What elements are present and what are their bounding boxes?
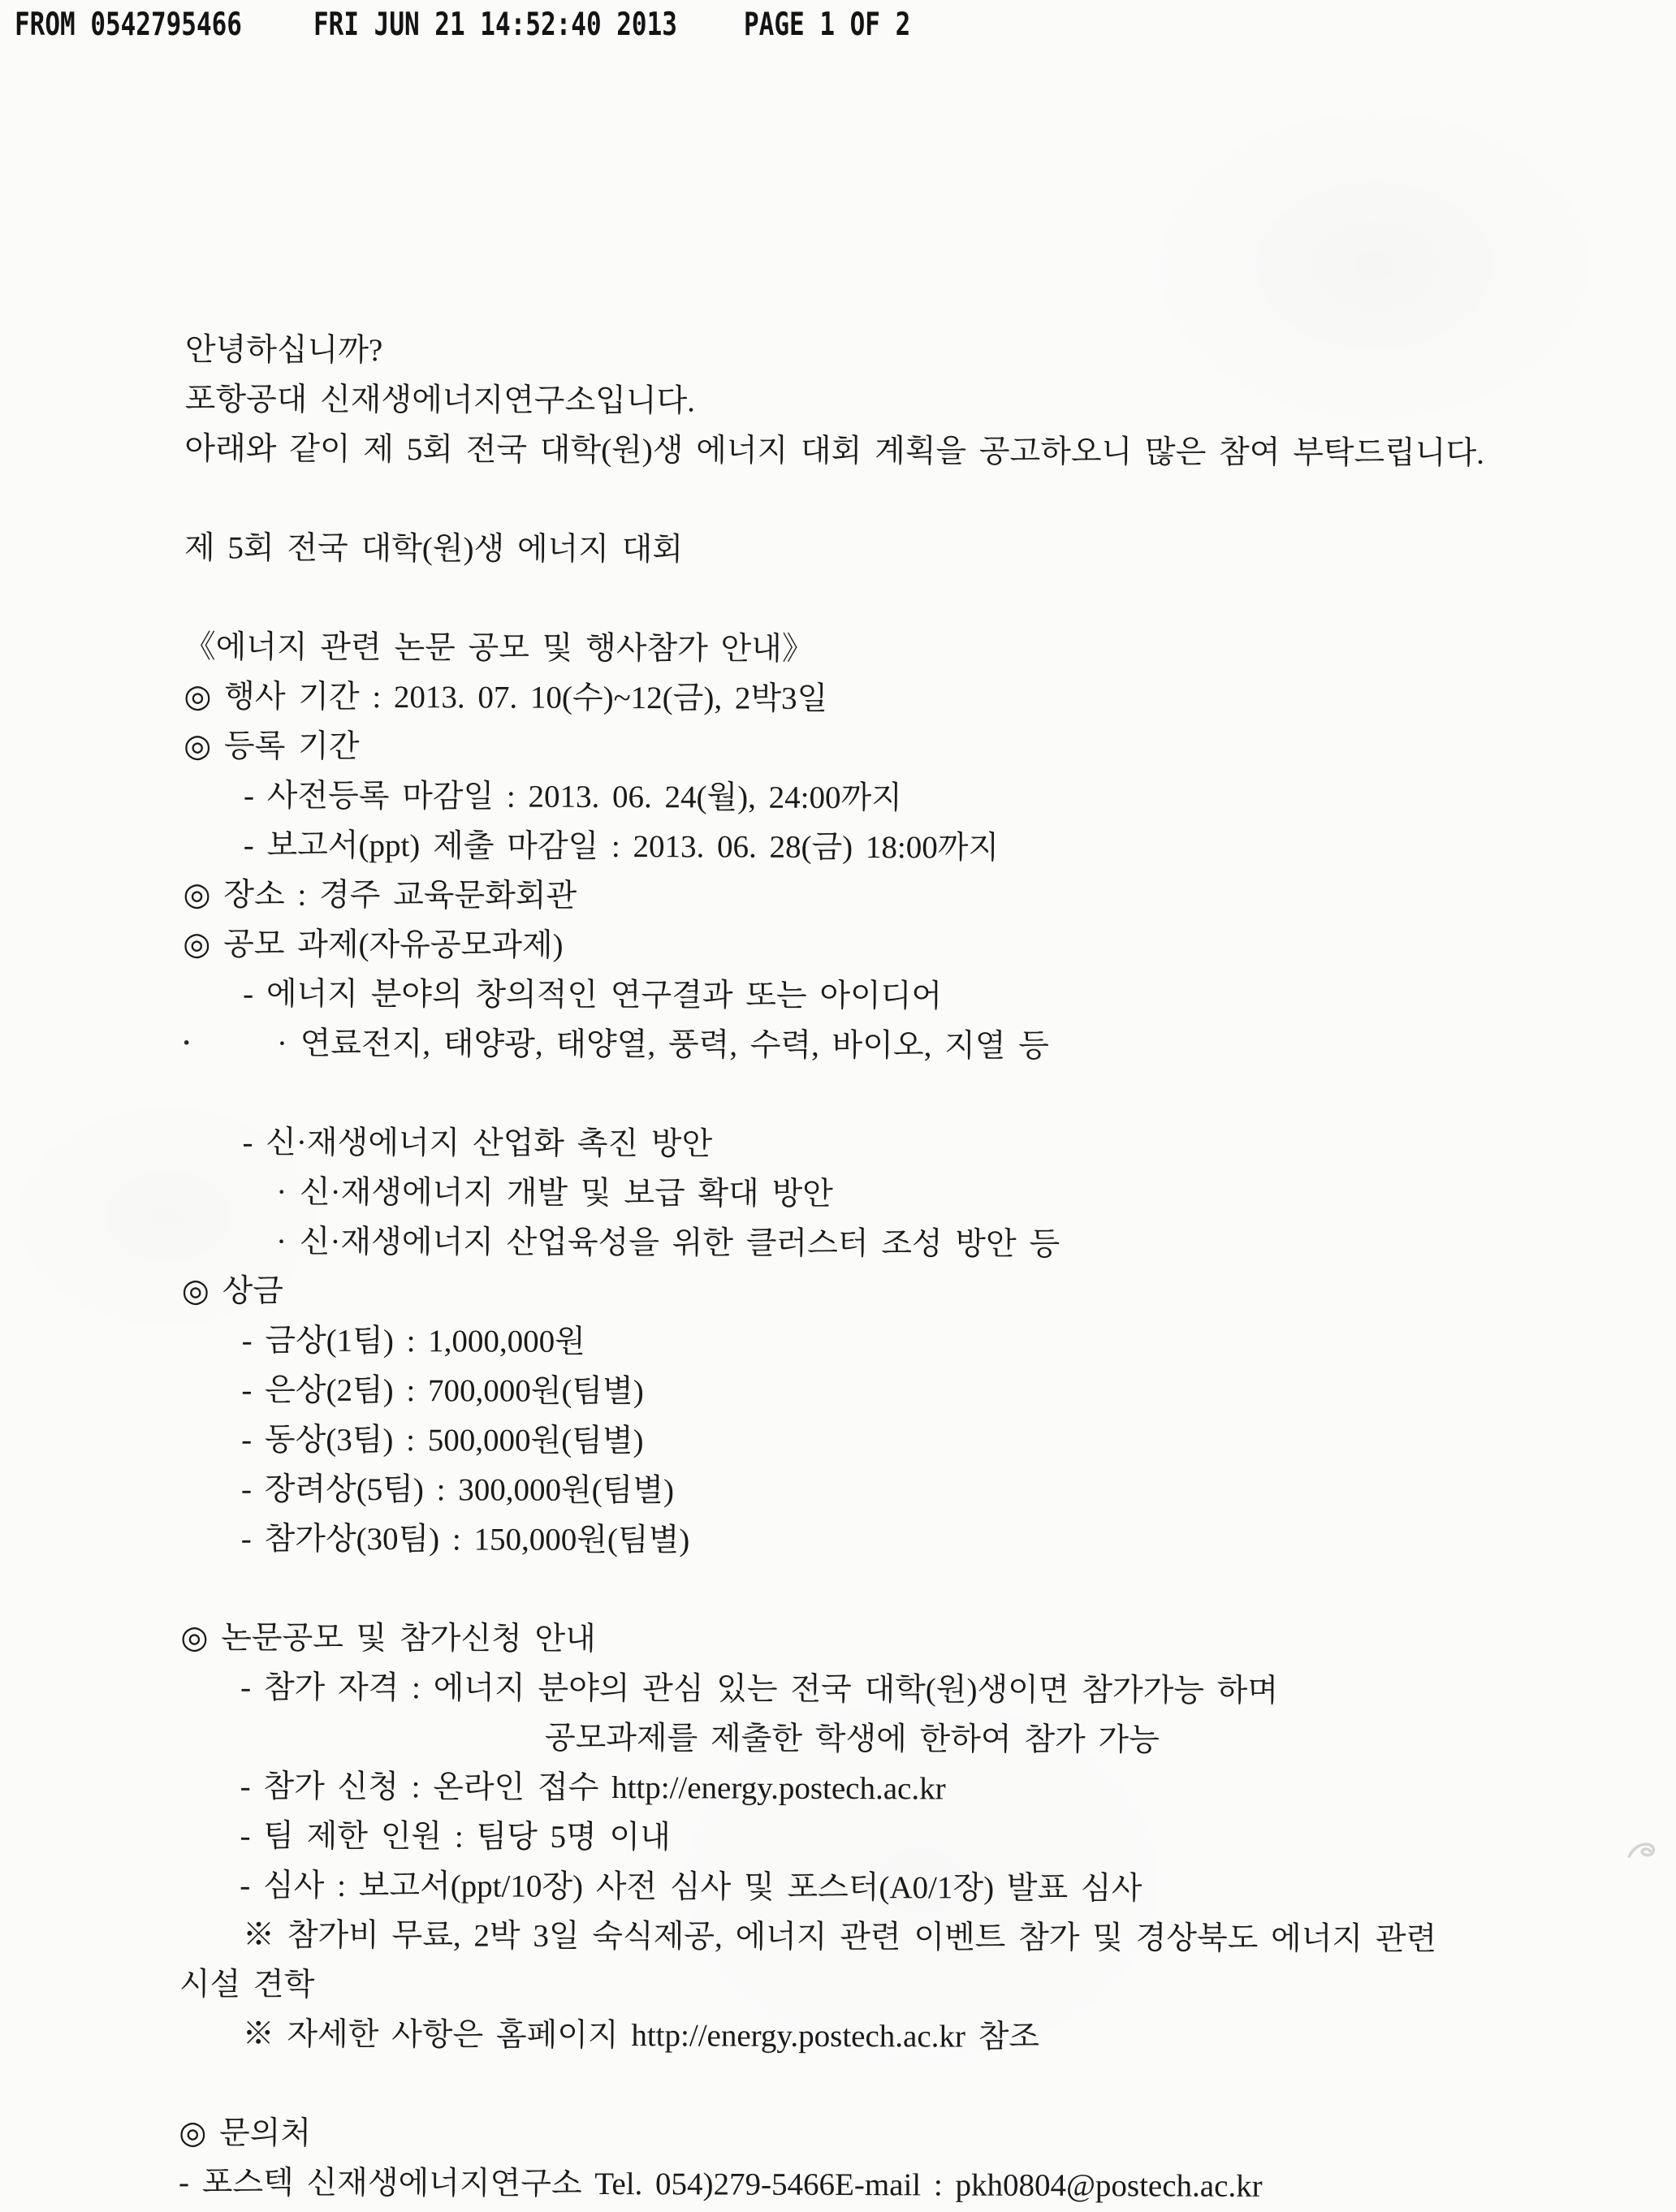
- document-line: ◎ 문의처: [179, 2115, 312, 2151]
- document-line: ◎ 등록 기간: [184, 728, 360, 764]
- document-line: 공모과제를 제출한 학생에 한하여 참가 가능: [544, 1720, 1160, 1758]
- document-line: - 팀 제한 인원 : 팀당 5명 이내: [240, 1818, 671, 1856]
- document-line: - 사전등록 마감일 : 2013. 06. 24(월), 24:00까지: [243, 778, 902, 816]
- document-line: - 은상(2팀) : 700,000원(팀별): [241, 1372, 644, 1410]
- document-line: - 보고서(ppt) 제출 마감일 : 2013. 06. 28(금) 18:00까지: [243, 827, 1000, 866]
- document-line: 안녕하십니까?: [184, 332, 383, 369]
- document-line: - 신·재생에너지 산업화 촉진 방안: [242, 1125, 713, 1162]
- document-line: 포항공대 신재생에너지연구소입니다.: [184, 382, 696, 419]
- document-line: · 신·재생에너지 산업육성을 위한 클러스터 조성 방안 등: [275, 1224, 1060, 1262]
- document-line: - 장려상(5팀) : 300,000원(팀별): [240, 1471, 675, 1509]
- blank-line: [0, 1562, 1672, 1618]
- document-line: - 포스텍 신재생에너지연구소 Tel. 054)279-5466E-mail : pkh0804@postech.ac.kr: [178, 2165, 1263, 2204]
- blank-line: [0, 572, 1675, 627]
- blank-line: [0, 1067, 1674, 1122]
- document-line: - 에너지 분야의 창의적인 연구결과 또는 아이디어: [243, 976, 943, 1014]
- fax-page-count: PAGE 1 OF 2: [744, 6, 911, 43]
- document-line: - 동상(3팀) : 500,000원(팀별): [241, 1422, 644, 1459]
- document-line: - 참가상(30팀) : 150,000원(팀별): [240, 1521, 690, 1558]
- document-line: - 금상(1팀) : 1,000,000원: [241, 1323, 585, 1359]
- fax-sender-number: FROM 0542795466: [15, 6, 242, 43]
- document-line: ◎ 상금: [181, 1273, 284, 1309]
- document-line: ◎ 공모 과제(자유공모과제): [183, 927, 564, 963]
- stray-dot-artifact: ·: [182, 1028, 192, 1058]
- document-line: 시설 견학: [179, 1967, 315, 2002]
- document-line: ※ 자세한 사항은 홈페이지 http://energy.postech.ac.kr 참조: [242, 2016, 1040, 2054]
- blank-line: [0, 473, 1675, 528]
- document-line: ◎ 논문공모 및 참가신청 안내: [180, 1620, 596, 1657]
- document-line: 《에너지 관련 논문 공모 및 행사참가 안내》: [184, 629, 814, 667]
- document-line: - 참가 신청 : 온라인 접수 http://energy.postech.ac.kr: [240, 1769, 946, 1807]
- document-line: ※ 참가비 무료, 2박 3일 숙식제공, 에너지 관련 이벤트 참가 및 경상북도 에너지 관련: [243, 1917, 1437, 1957]
- document-line: ◎ 행사 기간 : 2013. 07. 10(수)~12(금), 2박3일: [184, 679, 828, 716]
- document-line: 제 5회 전국 대학(원)생 에너지 대회: [184, 530, 684, 568]
- blank-line: [0, 2058, 1670, 2113]
- document-line: · 연료전지, 태양광, 태양열, 풍력, 수력, 바이오, 지열 등: [276, 1026, 1049, 1064]
- document-line: - 심사 : 보고서(ppt/10장) 사전 심사 및 포스터(A0/1장) 발표 심사: [240, 1868, 1143, 1907]
- document-line: 아래와 같이 제 5회 전국 대학(원)생 에너지 대회 계획을 공고하오니 많은 참여 부탁드립니다.: [184, 431, 1485, 471]
- document-line: · 신·재생에너지 개발 및 보급 확대 방안: [276, 1174, 833, 1212]
- document-line: - 참가 자격 : 에너지 분야의 관심 있는 전국 대학(원)생이면 참가가능 하며: [240, 1670, 1279, 1709]
- fax-datetime: FRI JUN 21 14:52:40 2013: [313, 6, 677, 43]
- document-body: [0, 324, 1676, 2212]
- fax-header: [6, 6, 1663, 55]
- document-line: ◎ 장소 : 경주 교육문화회관: [183, 877, 577, 914]
